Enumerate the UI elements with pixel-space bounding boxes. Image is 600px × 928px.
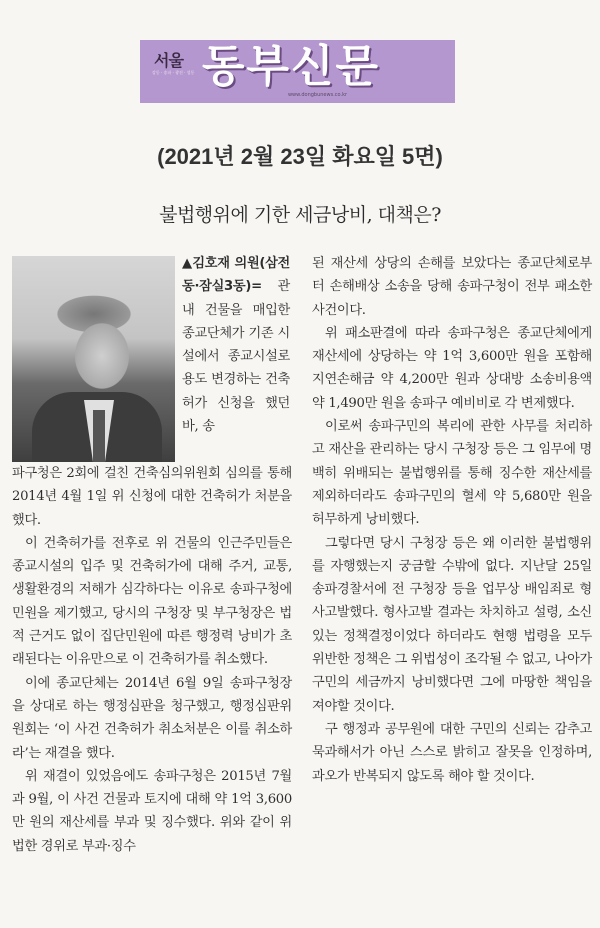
article-paragraph: 이에 종교단체는 2014년 6월 9일 송파구청장을 상대로 하는 행정심판을 청구했고, 행정심판위원회는 ‘이 사건 건축허가 취소처분은 이를 취소하라’는 재결을 했다. <box>12 675 292 761</box>
photo-tie-shape <box>93 410 105 462</box>
article-byline: ▲김호재 의원(삼전동·잠실3동)= <box>182 256 290 295</box>
article-paragraph: 이로써 송파구민의 복리에 관한 사무를 처리하고 재산을 관리하는 당시 구청장 등은 그 임무에 명백히 위배되는 불법행위를 통해 징수한 재산세를 제외하더라도 송파구민의 혈세 약 5,680만 원을 허무하게 낭비했다. <box>312 419 592 528</box>
article-column-right <box>312 252 592 788</box>
masthead-region: 강동 · 송파 · 광진 · 성동 <box>152 70 195 75</box>
article-paragraph: 위 패소판결에 따라 송파구청은 종교단체에게 재산세에 상당하는 약 1억 3,600만 원을 포함해 지연손해금 약 4,200만 원과 상대방 소송비용액 약 1,490만 원을 송파구 예비비로 각 변제했다. <box>312 325 592 411</box>
article-paragraph: 그렇다면 당시 구청장 등은 왜 이러한 불법행위를 자행했는지 궁금할 수밖에 없다. 지난달 25일 송파경찰서에 전 구청장 등을 업무상 배임죄로 형사고발했다. 형사고발 결과는 차치하고 설령, 소신 있는 정책결정이었다 하더라도 현행 법령을 모두 위반한 정책은 그 위법성이 조각될 수 없고, 나아가 구민의 세금까지 낭비했다면 그에 마땅한 책임을 져야할 것이다. <box>312 535 592 714</box>
article-column-left <box>12 462 292 858</box>
masthead-seoul: 서울 <box>154 51 183 70</box>
article-lead-narrow <box>182 252 290 438</box>
masthead-url: www.dongbunews.co.kr <box>287 92 348 98</box>
author-photo <box>12 256 175 462</box>
publication-dateline: (2021년 2월 23일 화요일 5면) <box>157 144 443 169</box>
newspaper-masthead <box>140 40 455 103</box>
article-headline: 불법행위에 기한 세금낭비, 대책은? <box>159 204 441 226</box>
column-continuation: 된 재산세 상당의 손해를 보았다는 종교단체로부터 손해배상 소송을 당해 송파구청이 전부 패소한 사건이다. <box>312 256 592 318</box>
lead-paragraph <box>182 252 290 438</box>
article-paragraph: 위 재결이 있었음에도 송파구청은 2015년 7월과 9월, 이 사건 건물과 토지에 대해 약 1억 3,600만 원의 재산세를 부과 및 징수했다. 위와 같이 위법한 경위로 부과·징수 <box>12 768 292 854</box>
masthead-name: 동부신문 <box>202 41 381 92</box>
article-paragraph: 이 건축허가를 전후로 위 건물의 인근주민들은 종교시설의 입주 및 건축허가에 대해 주거, 교통, 생활환경의 저해가 심각하다는 이유로 송파구청에 민원을 제기했고, 당시의 구청장 및 부구청장은 법적 근거도 없이 집단민원에 따른 행정력 낭비가 초래된다는 이유만으로 이 건축허가를 취소했다. <box>12 535 292 668</box>
lead-text: 관내 건물을 매입한 종교단체가 기존 시설에서 종교시설로 용도 변경하는 건축허가 신청을 했던 바, 송 <box>182 279 290 435</box>
article-paragraph: 구 행정과 공무원에 대한 구민의 신뢰는 감추고 묵과해서가 아닌 스스로 밝히고 잘못을 인정하며, 과오가 반복되지 않도록 해야 할 것이다. <box>312 721 592 784</box>
lead-continuation: 파구청은 2회에 걸친 건축심의위원회 심의를 통해 2014년 4월 1일 위 신청에 대한 건축허가 처분을 했다. <box>12 466 292 528</box>
